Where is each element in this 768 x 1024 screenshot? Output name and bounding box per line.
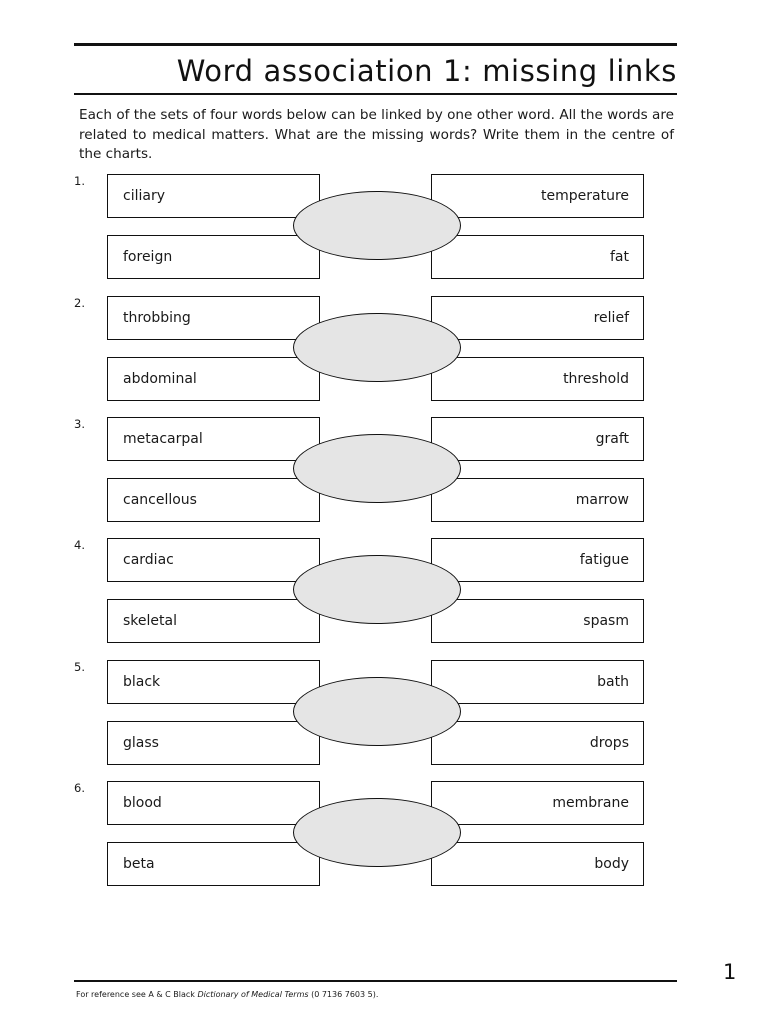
- word-box-top-right: relief: [431, 296, 644, 340]
- word-box-top-right: bath: [431, 660, 644, 704]
- word-box-top-left: ciliary: [107, 174, 320, 218]
- set-number: 5.: [74, 660, 85, 674]
- word-box-bottom-left: glass: [107, 721, 320, 765]
- word-box-bottom-right: marrow: [431, 478, 644, 522]
- word-box-bottom-left: cancellous: [107, 478, 320, 522]
- set-number: 3.: [74, 417, 85, 431]
- word-box-top-left: cardiac: [107, 538, 320, 582]
- title-rule-bottom: [74, 93, 677, 95]
- word-box-top-left: black: [107, 660, 320, 704]
- word-set-4: [0, 538, 768, 648]
- word-box-bottom-right: drops: [431, 721, 644, 765]
- word-box-top-right: graft: [431, 417, 644, 461]
- footer-book-title: Dictionary of Medical Terms: [197, 990, 309, 999]
- answer-oval[interactable]: [293, 555, 461, 624]
- instructions-text: Each of the sets of four words below can be linked by one other word. All the words are related to medical matters. What are the missing words? Write them in the centre of the charts.: [79, 107, 674, 162]
- set-number: 6.: [74, 781, 85, 795]
- word-box-bottom-left: beta: [107, 842, 320, 886]
- word-box-bottom-left: abdominal: [107, 357, 320, 401]
- answer-oval[interactable]: [293, 434, 461, 503]
- answer-oval[interactable]: [293, 313, 461, 382]
- footer-reference: [76, 990, 378, 999]
- word-box-bottom-left: foreign: [107, 235, 320, 279]
- answer-oval[interactable]: [293, 798, 461, 867]
- word-box-top-left: metacarpal: [107, 417, 320, 461]
- word-set-5: [0, 660, 768, 770]
- footer-rule: [74, 980, 677, 982]
- word-set-2: [0, 296, 768, 406]
- set-number: 2.: [74, 296, 85, 310]
- word-box-bottom-left: skeletal: [107, 599, 320, 643]
- word-box-top-left: blood: [107, 781, 320, 825]
- word-set-3: [0, 417, 768, 527]
- title-rule-top: [74, 43, 677, 46]
- word-box-bottom-right: body: [431, 842, 644, 886]
- word-box-top-right: fatigue: [431, 538, 644, 582]
- word-set-6: [0, 781, 768, 891]
- word-box-top-right: membrane: [431, 781, 644, 825]
- page-title: Word association 1: missing links: [176, 54, 677, 88]
- footer-prefix: For reference see A & C Black: [76, 990, 198, 999]
- word-box-top-left: throbbing: [107, 296, 320, 340]
- answer-oval[interactable]: [293, 191, 461, 260]
- set-number: 4.: [74, 538, 85, 552]
- answer-oval[interactable]: [293, 677, 461, 746]
- page-number: 1: [723, 960, 737, 984]
- footer-suffix: (0 7136 7603 5).: [308, 990, 379, 999]
- word-box-bottom-right: spasm: [431, 599, 644, 643]
- word-set-1: [0, 174, 768, 284]
- word-box-top-right: temperature: [431, 174, 644, 218]
- word-box-bottom-right: threshold: [431, 357, 644, 401]
- word-box-bottom-right: fat: [431, 235, 644, 279]
- set-number: 1.: [74, 174, 85, 188]
